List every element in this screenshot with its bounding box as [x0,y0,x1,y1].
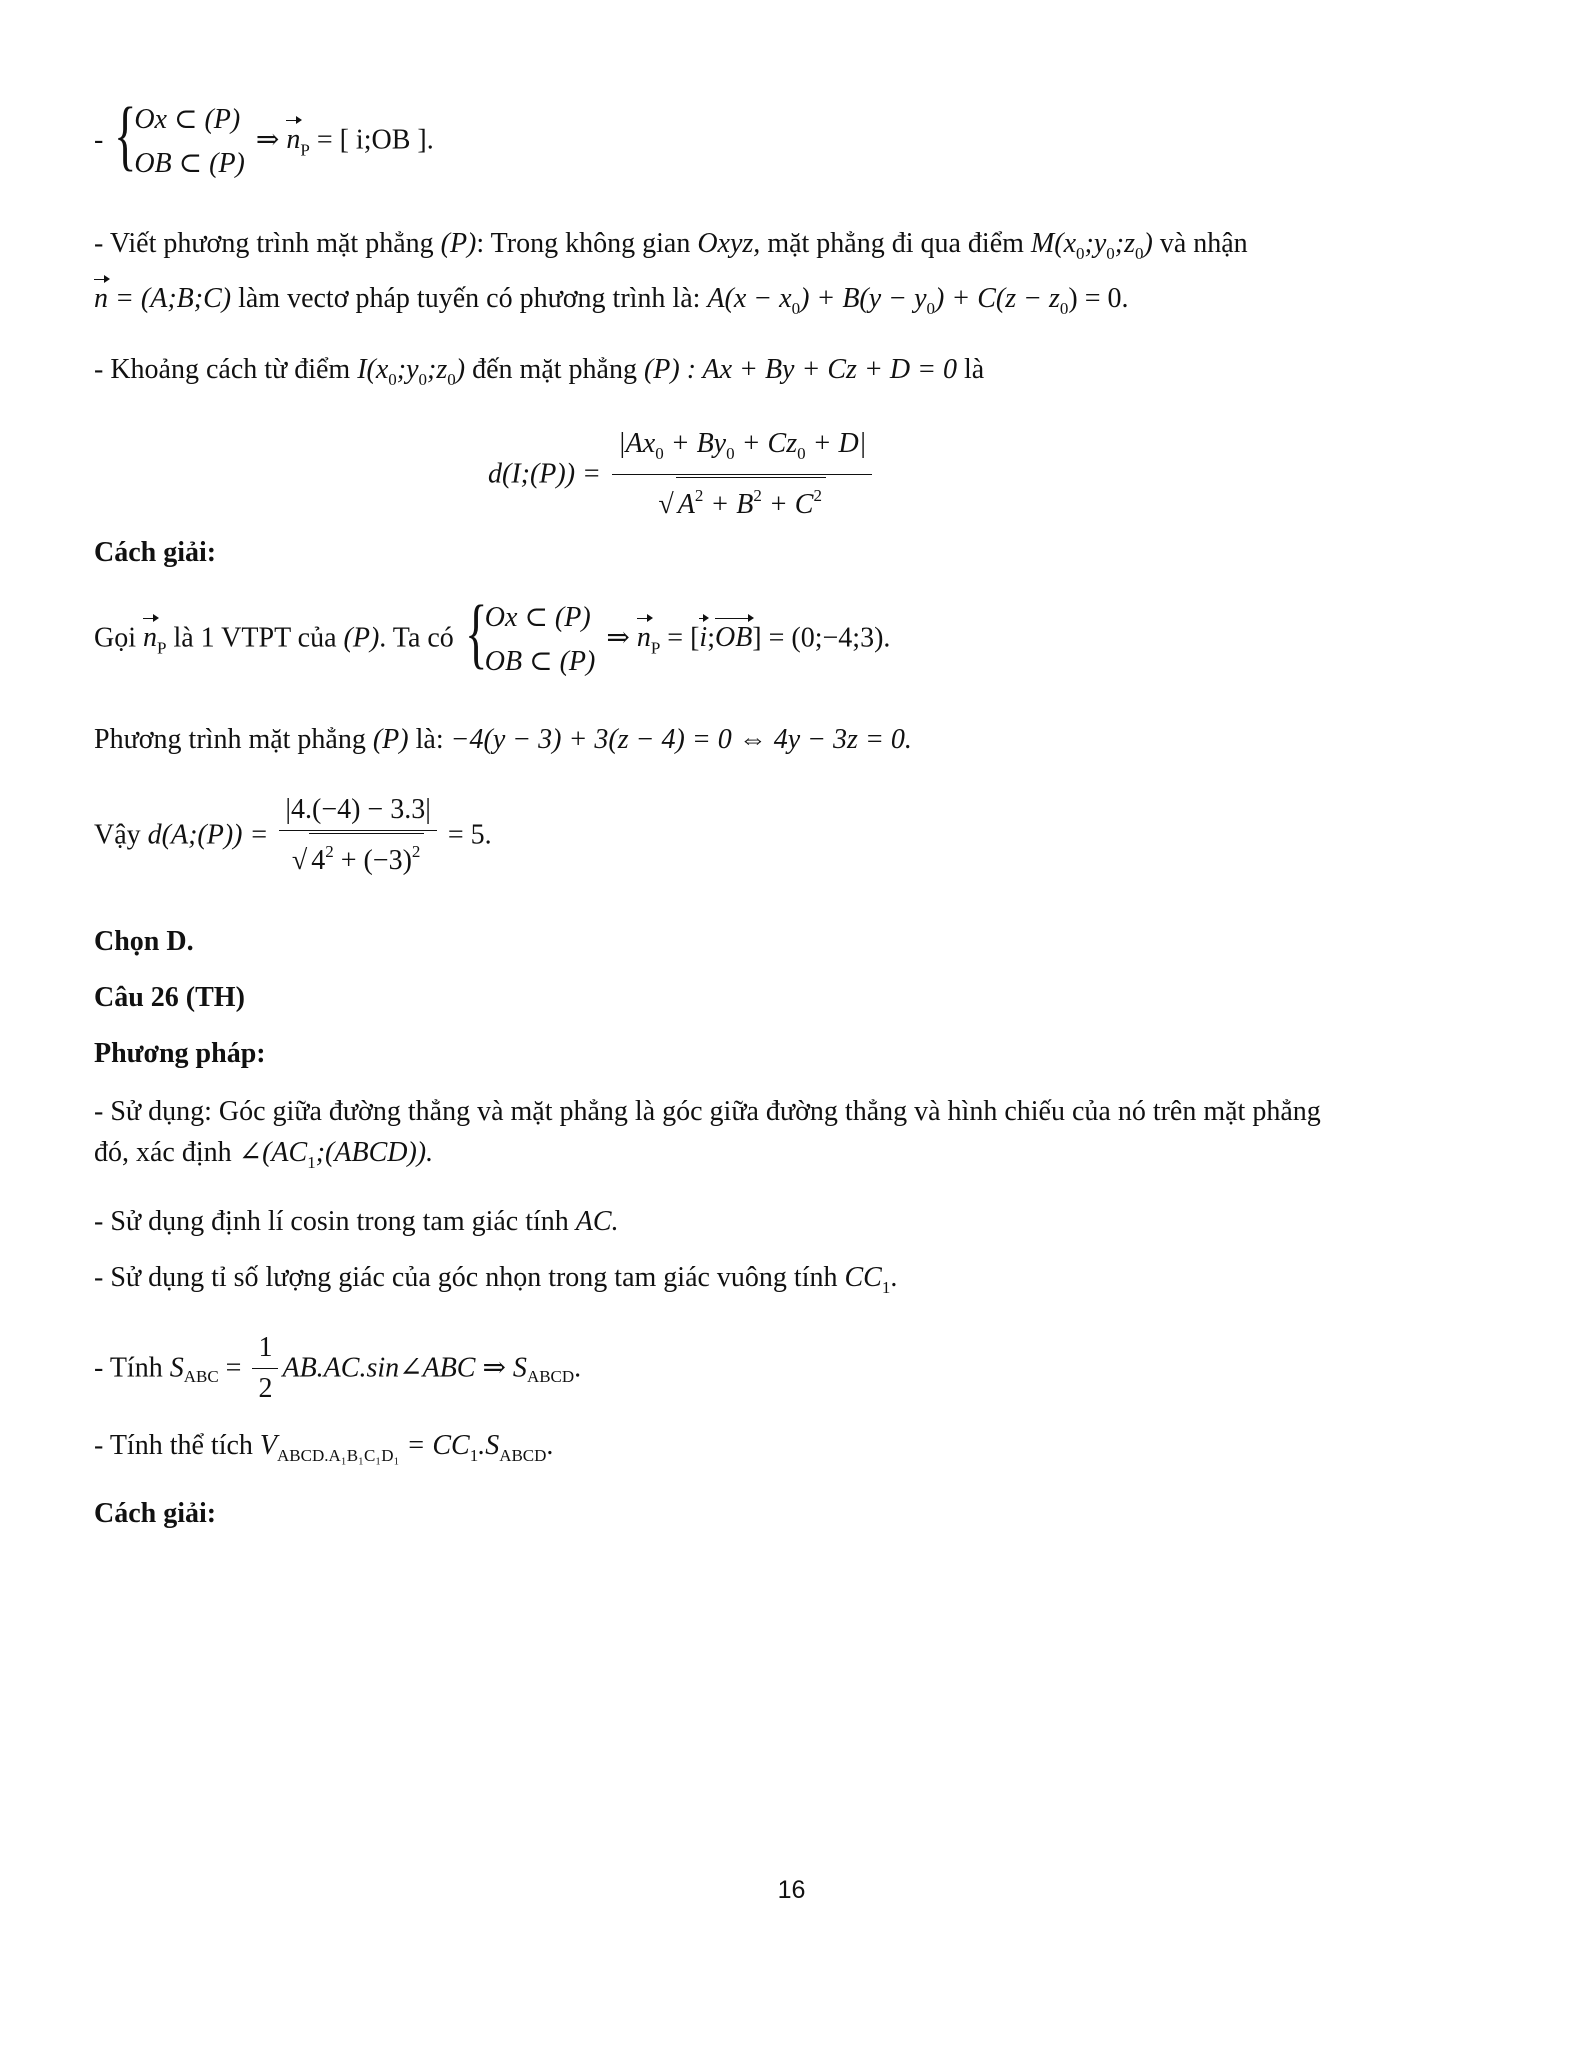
system-row: OB ⊂ (P) [134,148,245,179]
question-title: Câu 26 (TH) [94,982,245,1013]
method-bullet-3: - Sử dụng tỉ số lượng giác của góc nhọn trong tam giác vuông tính $CC_1$. [94,1262,898,1297]
distance-formula: d(I;(P)) = $\frac{|Ax_0 + By_0 + Cz_0 + D|}{√ A^2 + B^2 + C^2}$ [488,426,1487,523]
vtpt-line: Gọi $n_P$ là 1 VTPT của (P). Ta có { Ox ⊂ (P) OB ⊂ (P) ⇒ $n_P$ = [i;OB] = (0;−4;3). [94,596,1487,684]
page-number: 16 [777,1876,806,1904]
method-bullet-1-cont: đó, xác định $\angle(AC_1;(ABCD))$. [94,1137,434,1172]
distance-formula-intro: - Khoảng cách từ điểm $I(x_0;y_0;z_0)$ đến mặt phẳng (P) : Ax + By + Cz + D = 0 là [94,354,985,389]
implies-symbol: ⇒ [255,124,280,156]
answer-choice: Chọn D. [94,926,194,957]
method-bullet-5: - Tính thể tích $V_{ABCD.A_1B_1C_1D_1} = CC_1.S_{ABCD}$. [94,1430,554,1465]
normal-vector: n [286,122,300,158]
distance-result: Vậy d(A;(P)) = $\frac{|4.(-4) - 3.3|}{√ 4^2 + (-3)^2}$ = 5. [94,792,1487,879]
plane-equation-line-2: n = (A;B;C) làm vectơ pháp tuyến có phương trình là: $A(x - x_0) + B(y - y_0) + C(z - z_0) = 0$. [94,283,1129,318]
system-of-conditions: { Ox ⊂ (P) OB ⊂ (P) [465,596,596,684]
solution-heading: Cách giải: [94,537,217,568]
method-bullet-2: - Sử dụng định lí cosin trong tam giác tính AC. [94,1206,619,1237]
method-bullet-1: - Sử dụng: Góc giữa đường thẳng và mặt phẳng là góc giữa đường thẳng và hình chiếu của nó trên mặt phẳng [94,1096,1321,1127]
plane-equation-result: Phương trình mặt phẳng (P) là: −4(y − 3) + 3(z − 4) = 0 ⇔ 4y − 3z = 0. [94,724,912,755]
solution-heading-2: Cách giải: [94,1498,217,1529]
cross-product: = [ i;OB ]. [316,124,434,156]
plane-equation-line-1: - Viết phương trình mặt phẳng (P): Trong không gian Oxyz, mặt phẳng đi qua điểm $M(x_0;y_0;z_0)$ và nhận [94,228,1248,263]
system-row: OB ⊂ (P) [484,646,596,677]
half-fraction: $\frac{1}{2}$ [252,1330,278,1407]
dash: - [94,124,104,156]
system-row: Ox ⊂ (P) [134,104,241,135]
distance-result-fraction: $\frac{|4.(-4) - 3.3|}{√ 4^2 + (-3)^2}$ [279,792,436,879]
method-heading: Phương pháp: [94,1038,266,1069]
distance-fraction: $\frac{|Ax_0 + By_0 + Cz_0 + D|}{√ A^2 + B^2 + C^2}$ [612,426,872,523]
method-bullet-4: - Tính $S_{ABC}$ = $\frac{1}{2}$ AB.AC.sin∠ABC ⇒ $S_{ABCD}$. [94,1330,1487,1407]
system-of-conditions: { Ox ⊂ (P) OB ⊂ (P) [114,98,245,186]
normal-vector-rule: - { Ox ⊂ (P) OB ⊂ (P) ⇒ $n_P$ = [ i;OB ]. [94,98,1487,186]
system-row: Ox ⊂ (P) [484,602,591,633]
